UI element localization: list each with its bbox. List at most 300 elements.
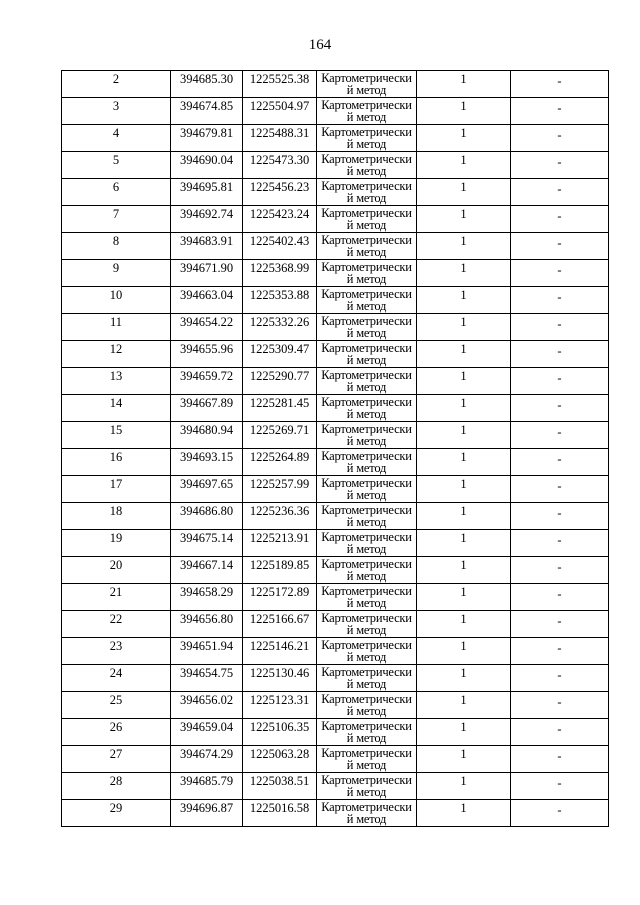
point-number-text: 26 <box>109 720 123 734</box>
method-text-line-2: й метод <box>346 272 387 286</box>
x-coordinate-text: 394659.04 <box>179 720 234 734</box>
dash-text: - <box>557 101 562 115</box>
x-coordinate-text: 394654.75 <box>179 666 234 680</box>
method-text-line-1: Картометрически <box>321 773 412 787</box>
value-cell <box>417 746 511 773</box>
y-coordinate-cell <box>243 503 317 530</box>
table-row <box>62 476 609 503</box>
method-cell <box>317 449 417 476</box>
y-coordinate-cell <box>243 611 317 638</box>
dash-cell <box>511 71 609 98</box>
table-row <box>62 368 609 395</box>
x-coordinate-cell <box>171 476 243 503</box>
method-cell <box>317 98 417 125</box>
y-coordinate-text: 1225332.26 <box>249 315 310 329</box>
method-text-line-2: й метод <box>346 83 387 97</box>
y-coordinate-text: 1225166.67 <box>249 612 310 626</box>
point-number-cell <box>62 98 171 125</box>
method-cell <box>317 503 417 530</box>
x-coordinate-text: 394693.15 <box>179 450 234 464</box>
value-cell <box>417 206 511 233</box>
x-coordinate-cell <box>171 719 243 746</box>
table-row <box>62 665 609 692</box>
dash-cell <box>511 719 609 746</box>
x-coordinate-text: 394680.94 <box>179 423 234 437</box>
point-number-text: 15 <box>109 423 123 437</box>
method-cell <box>317 719 417 746</box>
point-number-cell <box>62 422 171 449</box>
dash-cell <box>511 476 609 503</box>
value-text: 1 <box>460 396 467 410</box>
table-row <box>62 260 609 287</box>
method-text-line-2: й метод <box>346 758 387 772</box>
y-coordinate-cell <box>243 71 317 98</box>
dash-text: - <box>557 290 562 304</box>
dash-cell <box>511 233 609 260</box>
y-coordinate-cell <box>243 125 317 152</box>
point-number-text: 12 <box>109 342 123 356</box>
method-text-line-1: Картометрически <box>321 98 412 112</box>
x-coordinate-text: 394674.85 <box>179 99 234 113</box>
method-text-line-2: й метод <box>346 110 387 124</box>
value-text: 1 <box>460 666 467 680</box>
dash-cell <box>511 800 609 827</box>
x-coordinate-cell <box>171 98 243 125</box>
dash-text: - <box>557 182 562 196</box>
point-number-cell <box>62 530 171 557</box>
method-text-line-2: й метод <box>346 731 387 745</box>
value-cell <box>417 233 511 260</box>
y-coordinate-cell <box>243 692 317 719</box>
dash-cell <box>511 557 609 584</box>
dash-cell <box>511 341 609 368</box>
value-cell <box>417 773 511 800</box>
table-row <box>62 206 609 233</box>
method-text-line-2: й метод <box>346 785 387 799</box>
dash-cell <box>511 611 609 638</box>
x-coordinate-text: 394696.87 <box>179 801 234 815</box>
dash-text: - <box>557 722 562 736</box>
point-number-cell <box>62 800 171 827</box>
dash-text: - <box>557 425 562 439</box>
y-coordinate-text: 1225213.91 <box>249 531 310 545</box>
value-cell <box>417 719 511 746</box>
value-text: 1 <box>460 585 467 599</box>
point-number-text: 17 <box>109 477 123 491</box>
y-coordinate-text: 1225488.31 <box>249 126 310 140</box>
dash-text: - <box>557 317 562 331</box>
value-cell <box>417 260 511 287</box>
method-text-line-1: Картометрически <box>321 287 412 301</box>
dash-cell <box>511 125 609 152</box>
value-text: 1 <box>460 747 467 761</box>
y-coordinate-cell <box>243 368 317 395</box>
x-coordinate-text: 394690.04 <box>179 153 234 167</box>
y-coordinate-text: 1225423.24 <box>249 207 310 221</box>
point-number-cell <box>62 125 171 152</box>
dash-text: - <box>557 803 562 817</box>
value-cell <box>417 422 511 449</box>
x-coordinate-cell <box>171 692 243 719</box>
method-cell <box>317 152 417 179</box>
method-cell <box>317 800 417 827</box>
x-coordinate-cell <box>171 260 243 287</box>
x-coordinate-text: 394667.89 <box>179 396 234 410</box>
point-number-cell <box>62 476 171 503</box>
x-coordinate-cell <box>171 71 243 98</box>
table-row <box>62 287 609 314</box>
method-text-line-2: й метод <box>346 353 387 367</box>
dash-text: - <box>557 344 562 358</box>
y-coordinate-text: 1225402.43 <box>249 234 310 248</box>
x-coordinate-text: 394685.30 <box>179 72 234 86</box>
x-coordinate-cell <box>171 341 243 368</box>
point-number-cell <box>62 503 171 530</box>
method-text-line-1: Картометрически <box>321 125 412 139</box>
y-coordinate-cell <box>243 476 317 503</box>
point-number-cell <box>62 773 171 800</box>
method-text-line-1: Картометрически <box>321 260 412 274</box>
table-row <box>62 530 609 557</box>
method-text-line-2: й метод <box>346 812 387 826</box>
method-text-line-1: Картометрически <box>321 557 412 571</box>
table-row <box>62 125 609 152</box>
method-text-line-2: й метод <box>346 650 387 664</box>
table-row <box>62 179 609 206</box>
value-cell <box>417 557 511 584</box>
method-cell <box>317 395 417 422</box>
method-cell <box>317 476 417 503</box>
y-coordinate-cell <box>243 98 317 125</box>
table-row <box>62 719 609 746</box>
dash-text: - <box>557 398 562 412</box>
method-cell <box>317 638 417 665</box>
dash-cell <box>511 422 609 449</box>
method-text-line-1: Картометрически <box>321 341 412 355</box>
y-coordinate-cell <box>243 341 317 368</box>
point-number-cell <box>62 665 171 692</box>
method-text-line-1: Картометрически <box>321 395 412 409</box>
point-number-cell <box>62 638 171 665</box>
method-cell <box>317 422 417 449</box>
dash-cell <box>511 314 609 341</box>
value-cell <box>417 98 511 125</box>
value-text: 1 <box>460 774 467 788</box>
point-number-cell <box>62 611 171 638</box>
table-row <box>62 233 609 260</box>
x-coordinate-cell <box>171 422 243 449</box>
y-coordinate-cell <box>243 152 317 179</box>
y-coordinate-text: 1225368.99 <box>249 261 310 275</box>
coordinates-table-body <box>62 71 609 827</box>
dash-cell <box>511 746 609 773</box>
value-cell <box>417 692 511 719</box>
y-coordinate-text: 1225236.36 <box>249 504 310 518</box>
value-cell <box>417 665 511 692</box>
method-text-line-1: Картометрически <box>321 449 412 463</box>
point-number-text: 14 <box>109 396 123 410</box>
value-text: 1 <box>460 423 467 437</box>
value-text: 1 <box>460 315 467 329</box>
dash-text: - <box>557 641 562 655</box>
value-text: 1 <box>460 720 467 734</box>
y-coordinate-cell <box>243 746 317 773</box>
point-number-text: 13 <box>109 369 123 383</box>
x-coordinate-text: 394654.22 <box>179 315 234 329</box>
y-coordinate-cell <box>243 260 317 287</box>
method-cell <box>317 557 417 584</box>
table-row <box>62 557 609 584</box>
dash-cell <box>511 206 609 233</box>
x-coordinate-text: 394655.96 <box>179 342 234 356</box>
value-cell <box>417 638 511 665</box>
method-text-line-2: й метод <box>346 677 387 691</box>
dash-text: - <box>557 128 562 142</box>
y-coordinate-cell <box>243 395 317 422</box>
value-text: 1 <box>460 99 467 113</box>
x-coordinate-text: 394671.90 <box>179 261 234 275</box>
dash-text: - <box>557 479 562 493</box>
dash-text: - <box>557 506 562 520</box>
dash-cell <box>511 368 609 395</box>
value-text: 1 <box>460 531 467 545</box>
page-number: 164 <box>308 37 332 53</box>
point-number-cell <box>62 584 171 611</box>
x-coordinate-cell <box>171 152 243 179</box>
table-row <box>62 584 609 611</box>
value-text: 1 <box>460 180 467 194</box>
dash-cell <box>511 287 609 314</box>
method-text-line-2: й метод <box>346 488 387 502</box>
dash-cell <box>511 530 609 557</box>
y-coordinate-cell <box>243 584 317 611</box>
value-text: 1 <box>460 369 467 383</box>
dash-text: - <box>557 776 562 790</box>
y-coordinate-text: 1225257.99 <box>249 477 310 491</box>
value-text: 1 <box>460 693 467 707</box>
x-coordinate-text: 394695.81 <box>179 180 234 194</box>
method-text-line-2: й метод <box>346 407 387 421</box>
point-number-cell <box>62 71 171 98</box>
point-number-text: 22 <box>109 612 123 626</box>
point-number-text: 4 <box>112 126 120 140</box>
method-cell <box>317 746 417 773</box>
method-cell <box>317 692 417 719</box>
method-text-line-1: Картометрически <box>321 179 412 193</box>
method-cell <box>317 179 417 206</box>
y-coordinate-cell <box>243 314 317 341</box>
value-cell <box>417 611 511 638</box>
y-coordinate-cell <box>243 773 317 800</box>
y-coordinate-text: 1225106.35 <box>249 720 310 734</box>
point-number-text: 6 <box>112 180 120 194</box>
y-coordinate-cell <box>243 179 317 206</box>
point-number-cell <box>62 179 171 206</box>
y-coordinate-text: 1225309.47 <box>249 342 310 356</box>
y-coordinate-cell <box>243 233 317 260</box>
dash-text: - <box>557 74 562 88</box>
dash-cell <box>511 584 609 611</box>
y-coordinate-text: 1225038.51 <box>249 774 310 788</box>
method-text-line-1: Картометрически <box>321 611 412 625</box>
dash-cell <box>511 638 609 665</box>
y-coordinate-cell <box>243 422 317 449</box>
value-text: 1 <box>460 261 467 275</box>
value-cell <box>417 125 511 152</box>
table-row <box>62 314 609 341</box>
table-row <box>62 692 609 719</box>
x-coordinate-text: 394656.02 <box>179 693 234 707</box>
value-text: 1 <box>460 558 467 572</box>
method-text-line-1: Картометрически <box>321 71 412 85</box>
dash-cell <box>511 773 609 800</box>
method-text-line-2: й метод <box>346 218 387 232</box>
table-row <box>62 746 609 773</box>
method-cell <box>317 584 417 611</box>
x-coordinate-text: 394663.04 <box>179 288 234 302</box>
y-coordinate-cell <box>243 206 317 233</box>
x-coordinate-cell <box>171 773 243 800</box>
x-coordinate-cell <box>171 557 243 584</box>
point-number-cell <box>62 287 171 314</box>
table-row <box>62 503 609 530</box>
x-coordinate-cell <box>171 530 243 557</box>
method-cell <box>317 665 417 692</box>
method-text-line-2: й метод <box>346 515 387 529</box>
point-number-cell <box>62 368 171 395</box>
x-coordinate-text: 394667.14 <box>179 558 234 572</box>
x-coordinate-cell <box>171 503 243 530</box>
value-text: 1 <box>460 207 467 221</box>
y-coordinate-text: 1225473.30 <box>249 153 310 167</box>
point-number-cell <box>62 449 171 476</box>
x-coordinate-cell <box>171 395 243 422</box>
x-coordinate-cell <box>171 800 243 827</box>
point-number-cell <box>62 746 171 773</box>
point-number-text: 19 <box>109 531 123 545</box>
method-cell <box>317 611 417 638</box>
value-text: 1 <box>460 72 467 86</box>
method-cell <box>317 368 417 395</box>
value-cell <box>417 476 511 503</box>
y-coordinate-text: 1225189.85 <box>249 558 310 572</box>
x-coordinate-text: 394685.79 <box>179 774 234 788</box>
dash-cell <box>511 98 609 125</box>
method-text-line-2: й метод <box>346 569 387 583</box>
method-cell <box>317 287 417 314</box>
method-text-line-2: й метод <box>346 326 387 340</box>
y-coordinate-cell <box>243 665 317 692</box>
method-cell <box>317 125 417 152</box>
point-number-cell <box>62 395 171 422</box>
method-text-line-1: Картометрически <box>321 719 412 733</box>
x-coordinate-text: 394679.81 <box>179 126 234 140</box>
table-row <box>62 449 609 476</box>
x-coordinate-text: 394656.80 <box>179 612 234 626</box>
dash-text: - <box>557 263 562 277</box>
value-cell <box>417 368 511 395</box>
dash-cell <box>511 395 609 422</box>
dash-cell <box>511 692 609 719</box>
point-number-text: 20 <box>109 558 123 572</box>
method-text-line-2: й метод <box>346 596 387 610</box>
x-coordinate-cell <box>171 611 243 638</box>
dash-cell <box>511 152 609 179</box>
y-coordinate-cell <box>243 287 317 314</box>
dash-cell <box>511 665 609 692</box>
x-coordinate-text: 394674.29 <box>179 747 234 761</box>
method-text-line-1: Картометрически <box>321 638 412 652</box>
dash-text: - <box>557 668 562 682</box>
value-text: 1 <box>460 153 467 167</box>
point-number-text: 25 <box>109 693 123 707</box>
table-row <box>62 422 609 449</box>
y-coordinate-text: 1225063.28 <box>249 747 310 761</box>
method-text-line-1: Картометрически <box>321 152 412 166</box>
x-coordinate-text: 394675.14 <box>179 531 234 545</box>
value-text: 1 <box>460 234 467 248</box>
x-coordinate-text: 394683.91 <box>179 234 234 248</box>
dash-text: - <box>557 614 562 628</box>
value-text: 1 <box>460 801 467 815</box>
point-number-text: 7 <box>112 207 120 221</box>
value-text: 1 <box>460 450 467 464</box>
method-cell <box>317 341 417 368</box>
method-text-line-1: Картометрически <box>321 476 412 490</box>
x-coordinate-cell <box>171 179 243 206</box>
value-text: 1 <box>460 639 467 653</box>
point-number-text: 27 <box>109 747 123 761</box>
point-number-text: 2 <box>112 72 120 86</box>
x-coordinate-cell <box>171 206 243 233</box>
method-cell <box>317 206 417 233</box>
value-text: 1 <box>460 126 467 140</box>
dash-text: - <box>557 695 562 709</box>
method-cell <box>317 233 417 260</box>
table-row <box>62 773 609 800</box>
table-row <box>62 611 609 638</box>
point-number-cell <box>62 719 171 746</box>
value-cell <box>417 530 511 557</box>
method-text-line-1: Картометрически <box>321 206 412 220</box>
point-number-cell <box>62 557 171 584</box>
method-text-line-1: Картометрически <box>321 530 412 544</box>
y-coordinate-text: 1225130.46 <box>249 666 310 680</box>
method-text-line-2: й метод <box>346 191 387 205</box>
x-coordinate-text: 394692.74 <box>179 207 234 221</box>
point-number-cell <box>62 233 171 260</box>
method-cell <box>317 530 417 557</box>
value-cell <box>417 503 511 530</box>
y-coordinate-text: 1225123.31 <box>249 693 310 707</box>
method-text-line-1: Картометрически <box>321 368 412 382</box>
dash-text: - <box>557 452 562 466</box>
point-number-text: 29 <box>109 801 123 815</box>
x-coordinate-text: 394651.94 <box>179 639 234 653</box>
x-coordinate-cell <box>171 125 243 152</box>
dash-text: - <box>557 155 562 169</box>
method-cell <box>317 314 417 341</box>
x-coordinate-cell <box>171 368 243 395</box>
method-text-line-2: й метод <box>346 542 387 556</box>
value-cell <box>417 584 511 611</box>
y-coordinate-text: 1225290.77 <box>249 369 310 383</box>
y-coordinate-text: 1225504.97 <box>249 99 310 113</box>
method-cell <box>317 773 417 800</box>
table-row <box>62 800 609 827</box>
table-row <box>62 152 609 179</box>
value-cell <box>417 71 511 98</box>
